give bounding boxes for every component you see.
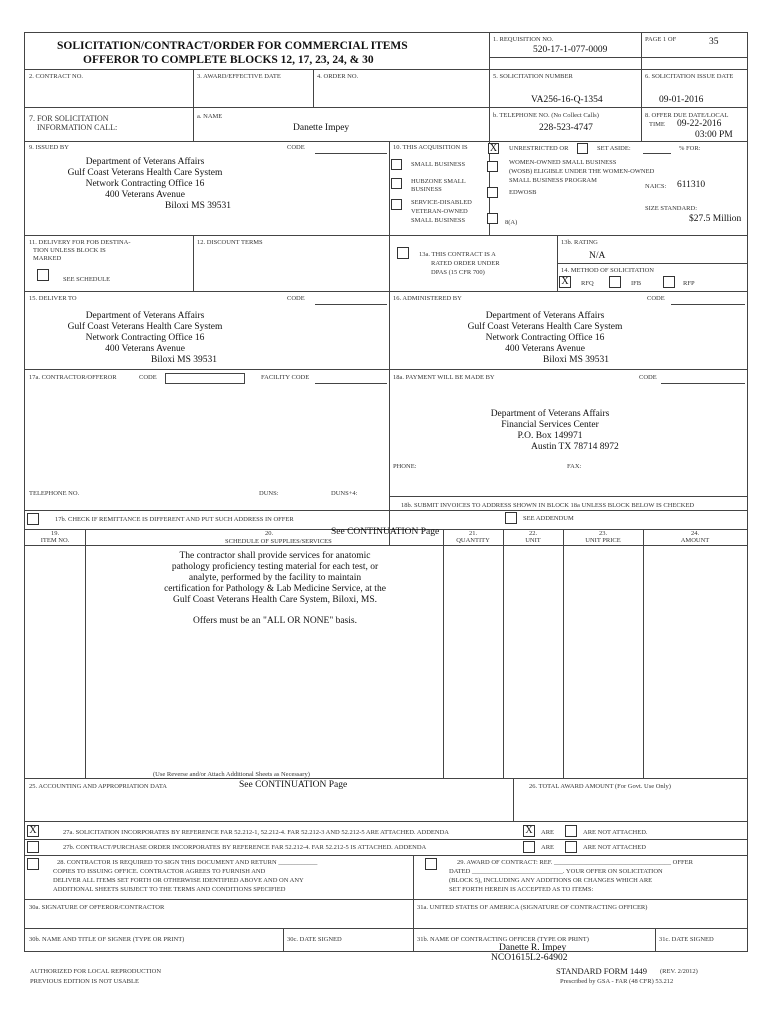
eight-a-label: 8(A)	[505, 219, 518, 226]
rule	[443, 529, 444, 778]
administered-code-field[interactable]	[671, 294, 745, 305]
offer-due-date: 09-22-2016	[677, 119, 722, 129]
unrestricted-label: UNRESTRICTED OR	[509, 145, 569, 152]
page-total: 35	[709, 37, 719, 47]
rating-label: 13b. RATING	[561, 239, 598, 246]
submit-invoices-label: 18b. SUBMIT INVOICES TO ADDRESS SHOWN IN BLOCK 18a UNLESS BLOCK BELOW IS CHECKED	[401, 502, 695, 509]
see-addendum-label: SEE ADDENDUM	[523, 515, 574, 522]
rfq-label: RFQ	[581, 280, 594, 287]
rated-order-label: RATED ORDER UNDER	[431, 260, 500, 267]
facility-code-field[interactable]	[315, 373, 387, 384]
rule	[313, 69, 314, 107]
rule	[25, 235, 747, 236]
block28-text: DELIVER ALL ITEMS SET FORTH OR OTHERWISE IDENTIFIED ABOVE AND ON ANY	[53, 877, 304, 884]
form-title-line2: OFFEROR TO COMPLETE BLOCKS 12, 17, 23, 24, & 30	[83, 54, 374, 66]
rule	[413, 855, 414, 951]
see-addendum-checkbox[interactable]	[505, 512, 517, 524]
signer-name-label: 30b. NAME AND TITLE OF SIGNER (TYPE OR PRINT)	[29, 936, 185, 943]
order-no-label: 4. ORDER NO.	[317, 73, 359, 80]
accounting-value: See CONTINUATION Page	[239, 780, 348, 790]
hubzone-label: HUBZONE SMALL	[411, 178, 466, 185]
contractor-code-field[interactable]	[165, 373, 245, 384]
col-unit-price: 23.	[598, 530, 608, 537]
rule	[389, 141, 390, 545]
rule	[503, 529, 504, 778]
rfp-checkbox[interactable]	[663, 276, 675, 288]
solicitation-date-value: 09-01-2016	[659, 95, 704, 105]
delivery-fob-label: 11. DELIVERY FOR FOB DESTINA-	[29, 239, 131, 246]
all-or-none-note: Offers must be an "ALL OR NONE" basis.	[193, 616, 357, 626]
pct-for-label: % FOR:	[679, 145, 701, 152]
description-line: certification for Pathology & Lab Medicine Service, at the	[164, 584, 386, 594]
solicitation-date-label: 6. SOLICITATION ISSUE DATE	[645, 73, 734, 80]
administered-by-label: 16. ADMINISTERED BY	[393, 295, 462, 302]
small-business-checkbox[interactable]	[391, 159, 402, 170]
contractor-label: 17a. CONTRACTOR/OFFEROR	[29, 374, 117, 381]
naics-label: NAICS:	[645, 183, 667, 190]
remittance-checkbox[interactable]	[27, 513, 39, 525]
set-aside-pct-field[interactable]	[643, 143, 671, 154]
block29-text: 29. AWARD OF CONTRACT: REF. ____________________________________ OFFER	[457, 859, 693, 866]
total-award-label: 26. TOTAL AWARD AMOUNT (For Govt. Use Only)	[529, 783, 671, 790]
wosb-label: WOMEN-OWNED SMALL BUSINESS	[509, 159, 617, 166]
eight-a-checkbox[interactable]	[487, 213, 498, 224]
rule	[25, 291, 747, 292]
date-signed-30c-label: 30c. DATE SIGNED	[287, 936, 342, 943]
rule	[25, 855, 747, 856]
size-standard-value: $27.5 Million	[689, 214, 742, 224]
set-aside-label: SET ASIDE:	[597, 145, 631, 152]
wosb-label: SMALL BUSINESS PROGRAM	[509, 177, 597, 184]
small-business-label: SMALL BUSINESS	[411, 161, 466, 168]
rule	[25, 510, 747, 511]
rated-order-checkbox[interactable]	[397, 247, 409, 259]
rule	[25, 821, 747, 822]
rule	[557, 263, 747, 264]
rfq-checkbox[interactable]: X	[559, 276, 571, 288]
name-label: a. NAME	[197, 113, 223, 120]
issued-by-line: Department of Veterans Affairs	[85, 157, 205, 167]
award-date-label: 3. AWARD/EFFECTIVE DATE	[197, 73, 281, 80]
deliver-code-field[interactable]	[315, 294, 387, 305]
rule	[25, 141, 747, 142]
deliver-to-line: Network Contracting Office 16	[85, 333, 205, 343]
deliver-code-label: CODE	[287, 295, 305, 302]
solicitation-number-value: VA256-16-Q-1354	[531, 95, 603, 105]
rule	[25, 778, 747, 779]
size-standard-label: SIZE STANDARD:	[645, 205, 698, 212]
discount-terms-label: 12. DISCOUNT TERMS	[197, 239, 263, 246]
are-label: ARE	[541, 844, 554, 851]
are-not-label: ARE NOT ATTACHED.	[583, 829, 648, 836]
col-item-no: ITEM NO.	[40, 537, 70, 544]
payment-by-label: 18a. PAYMENT WILL BE MADE BY	[393, 374, 495, 381]
rule	[489, 57, 747, 58]
rule	[513, 778, 514, 821]
payment-code-label: CODE	[639, 374, 657, 381]
hubzone-label: BUSINESS	[411, 186, 442, 193]
payment-by-line: P.O. Box 149971	[517, 431, 583, 441]
footer-revision: (REV. 2/2012)	[660, 968, 698, 975]
administered-by-line: 400 Veterans Avenue	[505, 344, 585, 354]
rule	[25, 69, 747, 70]
issued-by-line: 400 Veterans Avenue	[105, 190, 185, 200]
col-amount: 24.	[690, 530, 700, 537]
rule	[25, 545, 747, 546]
deliver-to-line: 400 Veterans Avenue	[105, 344, 185, 354]
footer-reproduction: AUTHORIZED FOR LOCAL REPRODUCTION	[30, 968, 162, 975]
co-signature-label: 31a. UNITED STATES OF AMERICA (SIGNATURE OF CONTRACTING OFFICER)	[417, 904, 648, 911]
rule	[489, 33, 490, 235]
payment-by-line: Department of Veterans Affairs	[490, 409, 610, 419]
rated-order-label: DPAS (15 CFR 700)	[431, 269, 485, 276]
administered-by-line: Biloxi MS 39531	[543, 355, 609, 365]
issued-by-line: Network Contracting Office 16	[85, 179, 205, 189]
phone-label: PHONE:	[393, 463, 417, 470]
ifb-checkbox[interactable]	[609, 276, 621, 288]
clause-27a-label: 27a. SOLICITATION INCORPORATES BY REFERENCE FAR 52.212-1, 52.212-4. FAR 52.212-3 AND 52.212-5 ARE ATTACHED. ADDENDA	[63, 829, 449, 836]
block29-text: DATED ____________________________. YOUR OFFER ON SOLICITATION	[449, 868, 663, 875]
hubzone-checkbox[interactable]	[391, 178, 402, 189]
co-name-label: 31b. NAME OF CONTRACTING OFFICER (TYPE OR PRINT)	[417, 936, 589, 943]
time-label: TIME	[649, 121, 665, 128]
clause-27b-label: 27b. CONTRACT/PURCHASE ORDER INCORPORATES BY REFERENCE FAR 52.212-4. FAR 52.212-5 IS ATTACHED. ADDENDA	[63, 844, 427, 851]
sdvosb-label: VETERAN-OWNED	[411, 208, 468, 215]
payment-code-field[interactable]	[661, 373, 745, 384]
col-quantity: 21.	[468, 530, 478, 537]
offeror-signature-label: 30a. SIGNATURE OF OFFEROR/CONTRACTOR	[29, 904, 165, 911]
block28-text: 28. CONTRACTOR IS REQUIRED TO SIGN THIS DOCUMENT AND RETURN ____________	[57, 859, 318, 866]
administered-by-line: Gulf Coast Veterans Health Care System	[467, 322, 623, 332]
set-aside-checkbox[interactable]	[577, 143, 588, 154]
issued-by-line: Biloxi MS 39531	[165, 201, 231, 211]
block28-text: ADDITIONAL SHEETS SUBJECT TO THE TERMS AND CONDITIONS SPECIFIED	[53, 886, 286, 893]
clause-27a-checkbox[interactable]: X	[27, 825, 39, 837]
rated-order-label: 13a. THIS CONTRACT IS A	[419, 251, 496, 258]
payment-by-line: Austin TX 78714 8972	[531, 442, 619, 452]
unrestricted-checkbox[interactable]: X	[489, 143, 498, 154]
naics-value: 611310	[677, 180, 706, 190]
info-call-label-2: INFORMATION CALL:	[37, 123, 118, 132]
col-unit: 22.	[528, 530, 538, 537]
see-continuation-schedule: See CONTINUATION Page	[331, 527, 440, 537]
deliver-to-line: Biloxi MS 39531	[151, 355, 217, 365]
footer-form-name: STANDARD FORM 1449	[556, 966, 647, 976]
issued-code-label: CODE	[287, 144, 305, 151]
offer-due-time: 03:00 PM	[695, 130, 733, 140]
rule	[655, 928, 656, 951]
payment-by-line: Financial Services Center	[501, 420, 599, 430]
col-supplies: 20.	[265, 530, 274, 537]
co-id-value: NCO1615L2-64902	[491, 953, 568, 963]
see-schedule-label: SEE SCHEDULE	[63, 276, 111, 283]
rating-value: N/A	[589, 251, 606, 261]
deliver-to-line: Department of Veterans Affairs	[85, 311, 205, 321]
page-label: PAGE 1 OF	[645, 36, 677, 43]
block29-text: SET FORTH HEREIN IS ACCEPTED AS TO ITEMS:	[449, 886, 594, 893]
sdvosb-label: SMALL BUSINESS	[411, 217, 466, 224]
issued-code-field[interactable]	[315, 143, 387, 154]
col-quantity: QUANTITY	[456, 537, 490, 544]
description-line: analyte, performed by the facility to maintain	[188, 573, 362, 583]
date-signed-31c-label: 31c. DATE SIGNED	[659, 936, 714, 943]
duns4-label: DUNS+4:	[331, 490, 358, 497]
description-line: Gulf Coast Veterans Health Care System, Biloxi, MS.	[172, 595, 378, 605]
fax-label: FAX:	[567, 463, 582, 470]
rule	[283, 928, 284, 951]
offer-due-label: 8. OFFER DUE DATE/LOCAL	[645, 112, 729, 119]
are-not-attached-checkbox[interactable]	[565, 825, 577, 837]
clause-27b-checkbox[interactable]	[27, 841, 39, 853]
rule	[193, 69, 194, 141]
form-title-line1: SOLICITATION/CONTRACT/ORDER FOR COMMERCIAL ITEMS	[57, 40, 408, 52]
footer-prescribed: Prescribed by GSA - FAR (48 CFR) 53.212	[560, 978, 674, 985]
are-not-label: ARE NOT ATTACHED	[583, 844, 646, 851]
administered-by-line: Department of Veterans Affairs	[485, 311, 605, 321]
award-checkbox[interactable]	[425, 858, 437, 870]
name-value: Danette Impey	[293, 123, 350, 133]
co-name-value: Danette R. Impey	[499, 943, 567, 953]
requisition-label: 1. REQUISITION NO.	[493, 36, 554, 43]
wosb-label: (WOSB) ELIGIBLE UNDER THE WOMEN-OWNED	[509, 168, 655, 175]
sdvosb-label: SERVICE-DISABLED	[411, 199, 472, 206]
deliver-to-label: 15. DELIVER TO	[29, 295, 77, 302]
are-label: ARE	[541, 829, 554, 836]
telephone-value: 228-523-4747	[539, 123, 593, 133]
edwosb-checkbox[interactable]	[487, 187, 498, 198]
accounting-label: 25. ACCOUNTING AND APPROPRIATION DATA	[29, 783, 167, 790]
solicitation-number-label: 5. SOLICITATION NUMBER	[493, 73, 573, 80]
contractor-sign-checkbox[interactable]	[27, 858, 39, 870]
edwosb-label: EDWOSB	[509, 189, 537, 196]
contractor-code-label: CODE	[139, 374, 157, 381]
rule	[25, 107, 747, 108]
rule	[563, 529, 564, 778]
ifb-label: IFB	[631, 280, 642, 287]
remittance-label: 17b. CHECK IF REMITTANCE IS DIFFERENT AND PUT SUCH ADDRESS IN OFFER	[55, 516, 294, 523]
rule	[641, 33, 642, 141]
acquisition-label: 10. THIS ACQUISITION IS	[393, 144, 468, 151]
col-supplies: SCHEDULE OF SUPPLIES/SERVICES	[225, 538, 332, 545]
delivery-fob-label: TION UNLESS BLOCK IS	[33, 247, 106, 254]
col-unit-price: UNIT PRICE	[585, 537, 621, 544]
method-label: 14. METHOD OF SOLICITATION	[561, 267, 655, 274]
facility-code-label: FACILITY CODE	[261, 374, 310, 381]
col-unit: UNIT	[525, 537, 541, 544]
contract-no-label: 2. CONTRACT NO.	[29, 73, 84, 80]
rule	[25, 369, 747, 370]
duns-label: DUNS:	[259, 490, 279, 497]
see-schedule-checkbox[interactable]	[37, 269, 49, 281]
rule	[643, 529, 644, 778]
telephone-no-label: TELEPHONE NO.	[29, 490, 80, 497]
sdvosb-checkbox[interactable]	[391, 199, 402, 210]
description-line: The contractor shall provide services for anatomic	[179, 551, 371, 561]
administered-by-line: Network Contracting Office 16	[485, 333, 605, 343]
are-attached-27b-checkbox[interactable]	[523, 841, 535, 853]
col-item-no: 19.	[50, 530, 60, 537]
rule	[25, 928, 747, 929]
rule	[389, 496, 747, 497]
delivery-fob-label: MARKED	[33, 255, 62, 262]
info-call-label-1: 7. FOR SOLICITATION	[29, 114, 109, 123]
requisition-value: 520-17-1-077-0009	[533, 45, 608, 55]
issued-by-label: 9. ISSUED BY	[29, 144, 69, 151]
administered-code-label: CODE	[647, 295, 665, 302]
rule	[193, 235, 194, 291]
are-attached-checkbox[interactable]: X	[523, 825, 535, 837]
wosb-checkbox[interactable]	[487, 161, 498, 172]
issued-by-line: Gulf Coast Veterans Health Care System	[67, 168, 223, 178]
sf1449-form	[24, 32, 748, 963]
rfp-label: RFP	[683, 280, 695, 287]
block29-text: (BLOCK 5), INCLUDING ANY ADDITIONS OR CHANGES WHICH ARE	[449, 877, 653, 884]
rule	[85, 529, 86, 778]
telephone-label: b. TELEPHONE NO. (No Collect Calls)	[493, 112, 599, 119]
rule	[25, 899, 747, 900]
col-amount: AMOUNT	[680, 537, 710, 544]
reverse-note: (Use Reverse and/or Attach Additional Sheets as Necessary)	[153, 771, 310, 778]
deliver-to-line: Gulf Coast Veterans Health Care System	[67, 322, 223, 332]
block28-text: COPIES TO ISSUING OFFICE. CONTRACTOR AGREES TO FURNISH AND	[53, 868, 266, 875]
description-line: pathology proficiency testing material for each test, or	[171, 562, 379, 572]
footer-previous-edition: PREVIOUS EDITION IS NOT USABLE	[30, 978, 139, 985]
are-not-attached-27b-checkbox[interactable]	[565, 841, 577, 853]
rule	[25, 839, 747, 840]
